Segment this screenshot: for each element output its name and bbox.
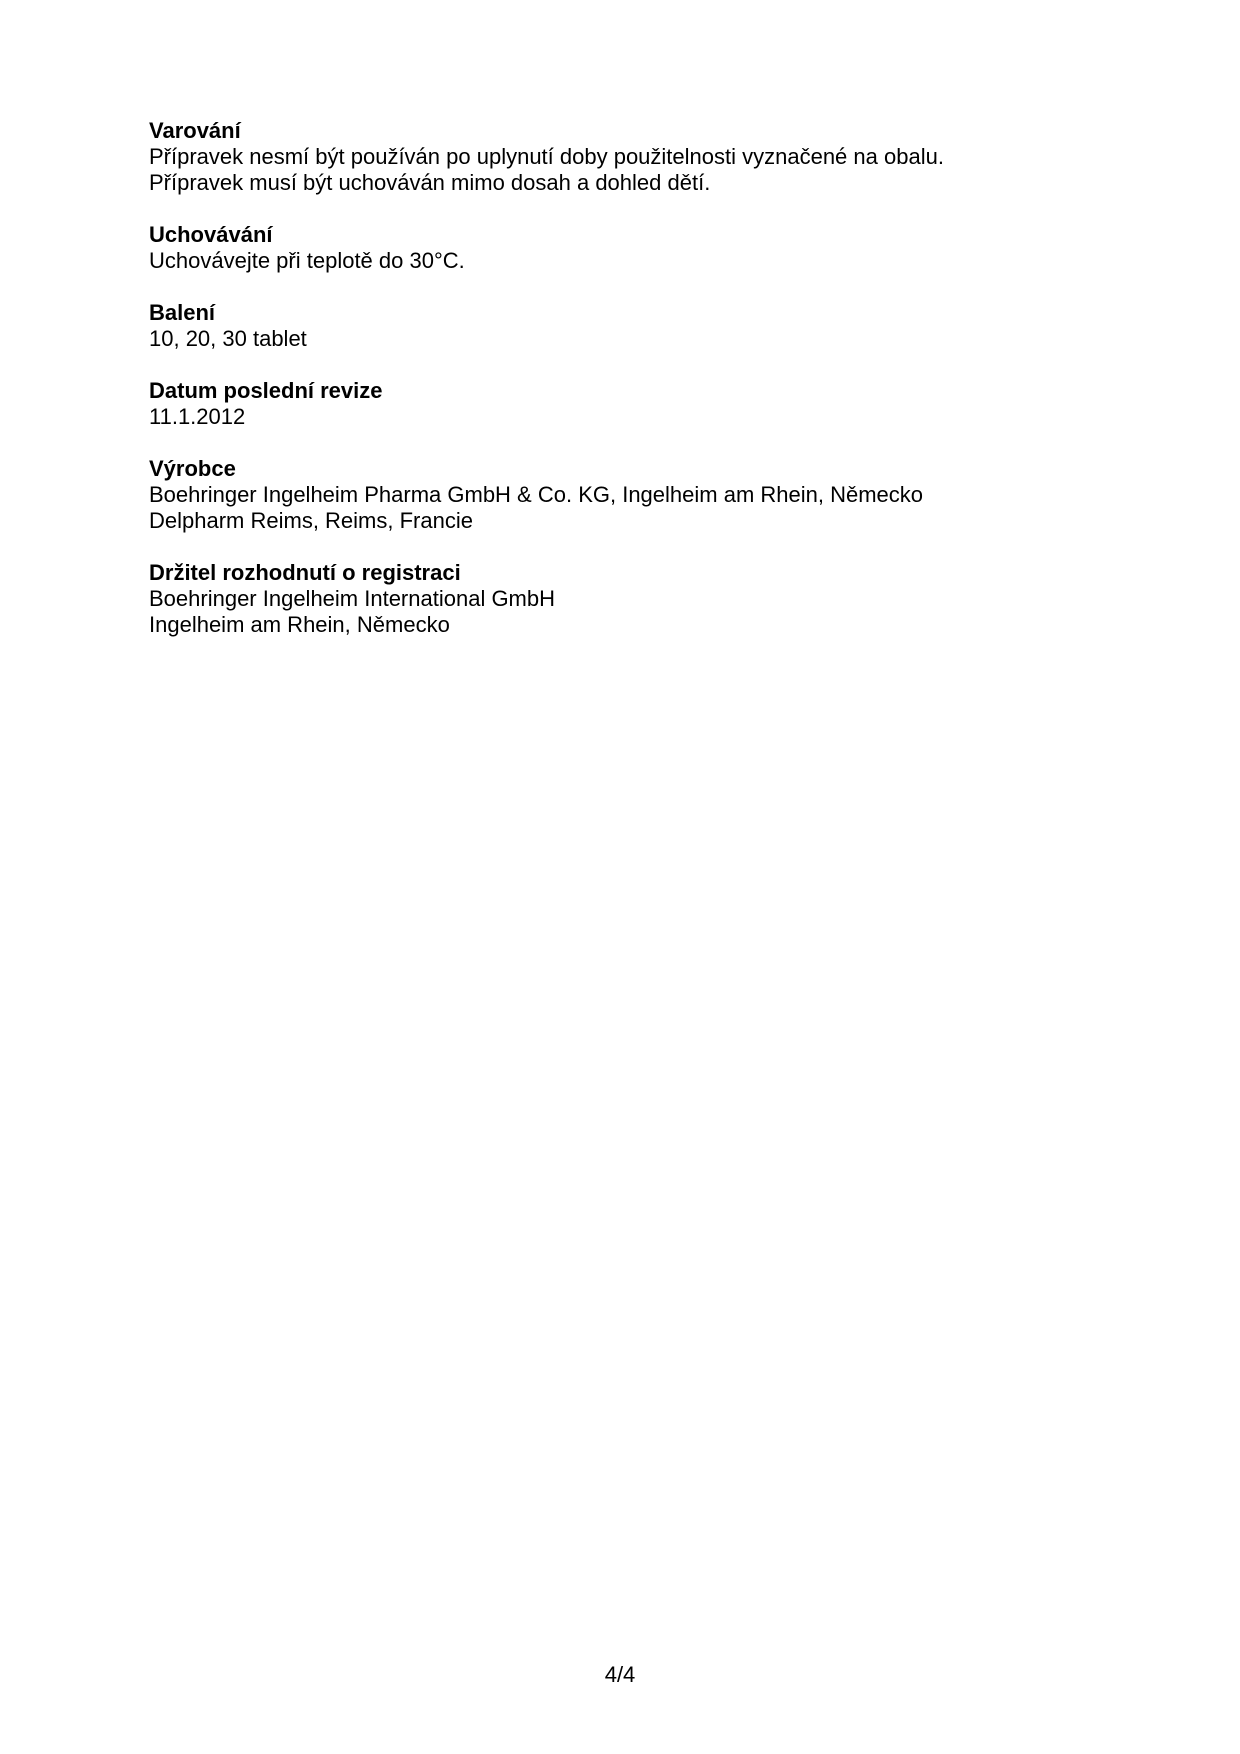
page-number: 4/4 [604,1662,636,1687]
manufacturer-heading: Výrobce [149,456,236,481]
warning-line-expiry: Přípravek nesmí být používán po uplynutí doby použitelnosti vyznačené na obalu. [149,144,944,169]
revision-date-value: 11.1.2012 [149,404,246,429]
storage-line-temperature: Uchovávejte při teplotě do 30°C. [149,248,465,273]
revision-date-heading: Datum poslední revize [149,378,383,403]
registration-holder-line-company: Boehringer Ingelheim International GmbH [149,586,556,611]
packaging-heading: Balení [149,300,216,325]
packaging-line-sizes: 10, 20, 30 tablet [149,326,307,351]
storage-heading: Uchovávání [149,222,273,247]
section-registration-holder [149,560,1109,638]
warning-line-children: Přípravek musí být uchováván mimo dosah a dohled dětí. [149,170,711,195]
document-body [149,118,1109,664]
registration-holder-line-location: Ingelheim am Rhein, Německo [149,612,450,637]
registration-holder-heading: Držitel rozhodnutí o registraci [149,560,461,585]
section-warning [149,118,1109,196]
section-manufacturer [149,456,1109,534]
section-packaging [149,300,1109,352]
section-revision-date [149,378,1109,430]
warning-heading: Varování [149,118,241,143]
manufacturer-line-boehringer: Boehringer Ingelheim Pharma GmbH & Co. KG, Ingelheim am Rhein, Německo [149,482,924,507]
section-storage [149,222,1109,274]
manufacturer-line-delpharm: Delpharm Reims, Reims, Francie [149,508,473,533]
